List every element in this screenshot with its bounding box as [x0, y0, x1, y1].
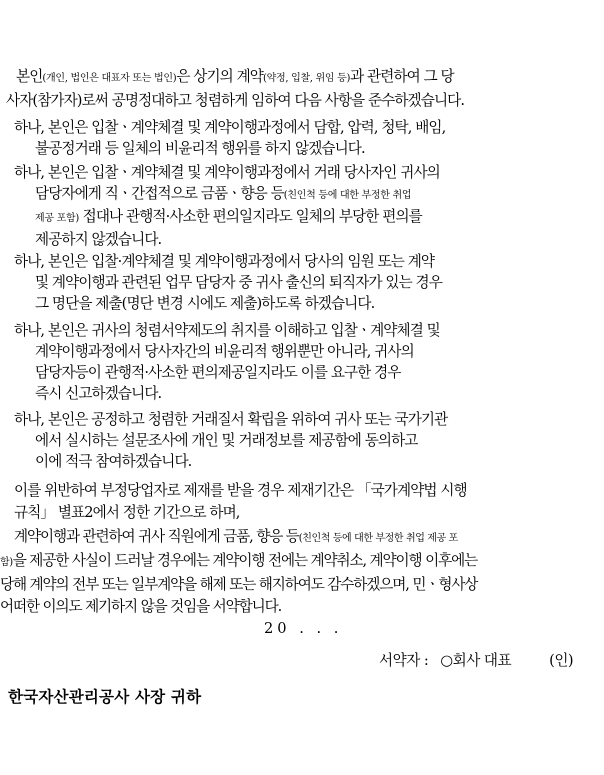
- pledge-item-4: 하나, 본인은 귀사의 청렴서약제도의 취지를 이해하고 입찰ㆍ계약체결 및 계약이행과정에서 당사자간의 비윤리적 행위뿐만 아니라, 귀사의 담당자등이 관행적·사소한 편의제공일지라도 이를 요구한 경우 즉시 신고하겠습니다.: [14, 322, 440, 402]
- pledge-item-2: 하나, 본인은 입찰ㆍ계약체결 및 계약이행과정에서 거래 당사자인 귀사의 담당자에게 직ㆍ간접적으로 금품ㆍ향응 등(친인척 등에 대한 부정한 취업 제공 포함) 접대나 관행적·사소한 편의일지라도 일체의 부당한 편의를 제공하지 않겠습니다.: [14, 164, 440, 248]
- closing-paragraph: 계약이행과 관련하여 귀사 직원에게 금품, 향응 등(친인척 등에 대한 부정한 취업 제공 포 함)을 제공한 사실이 드러날 경우에는 계약이행 전에는 계약취소, 계약이행 이후에는 당해 계약의 전부 또는 일부계약을 해제 또는 해지하여도 감수하겠으며, 민ㆍ형사상 어떠한 이의도 제기하지 않을 것임을 서약합니다.: [0, 528, 478, 615]
- pledge-item-1: 하나, 본인은 입찰ㆍ계약체결 및 계약이행과정에서 담합, 압력, 청탁, 배임, 불공정거래 등 일체의 비윤리적 행위를 하지 않겠습니다.: [14, 119, 446, 157]
- pledge-item-5: 하나, 본인은 공정하고 청렴한 거래질서 확립을 위하여 귀사 또는 국가기관 에서 실시하는 설문조사에 개인 및 거래정보를 제공함에 동의하고 이에 적극 참여하겠습니다.: [14, 411, 448, 470]
- date-line: 20 . . .: [264, 620, 343, 637]
- signer-line: [379, 649, 573, 670]
- penalty-paragraph: 이를 위반하여 부정당업자로 제재를 받을 경우 제재기간은 「국가계약법 시행 규칙」 별표2에서 정한 기간으로 하며,: [14, 482, 467, 521]
- intro-line-2: 사자(참가자)로써 공명정대하고 청렴하게 임하여 다음 사항을 준수하겠습니다.: [6, 92, 465, 109]
- addressee: 한국자산관리공사 사장 귀하: [8, 687, 202, 706]
- seal-mark: (인): [549, 652, 574, 669]
- intro-paragraph: [6, 66, 598, 112]
- intro-paren-note-2: (약정, 입찰, 위임 등): [263, 73, 351, 84]
- intro-paren-note: (개인, 법인은 대표자 또는 법인): [42, 73, 177, 84]
- intro-line-1: 본인(개인, 법인은 대표자 또는 법인)은 상기의 계약(약정, 입찰, 위임 등)과 관련하여 그 당: [16, 68, 454, 85]
- signer-label: 서약자 :: [379, 652, 429, 669]
- pledge-item-3: 하나, 본인은 입찰·계약체결 및 계약이행과정에서 당사의 임원 또는 계약 및 계약이행과 관련된 업무 담당자 중 귀사 출신의 퇴직자가 있는 경우 그 명단을 제출(명단 변경 시에도 제출)하도록 하겠습니다.: [14, 253, 442, 312]
- signer-company: ○회사 대표: [440, 652, 512, 669]
